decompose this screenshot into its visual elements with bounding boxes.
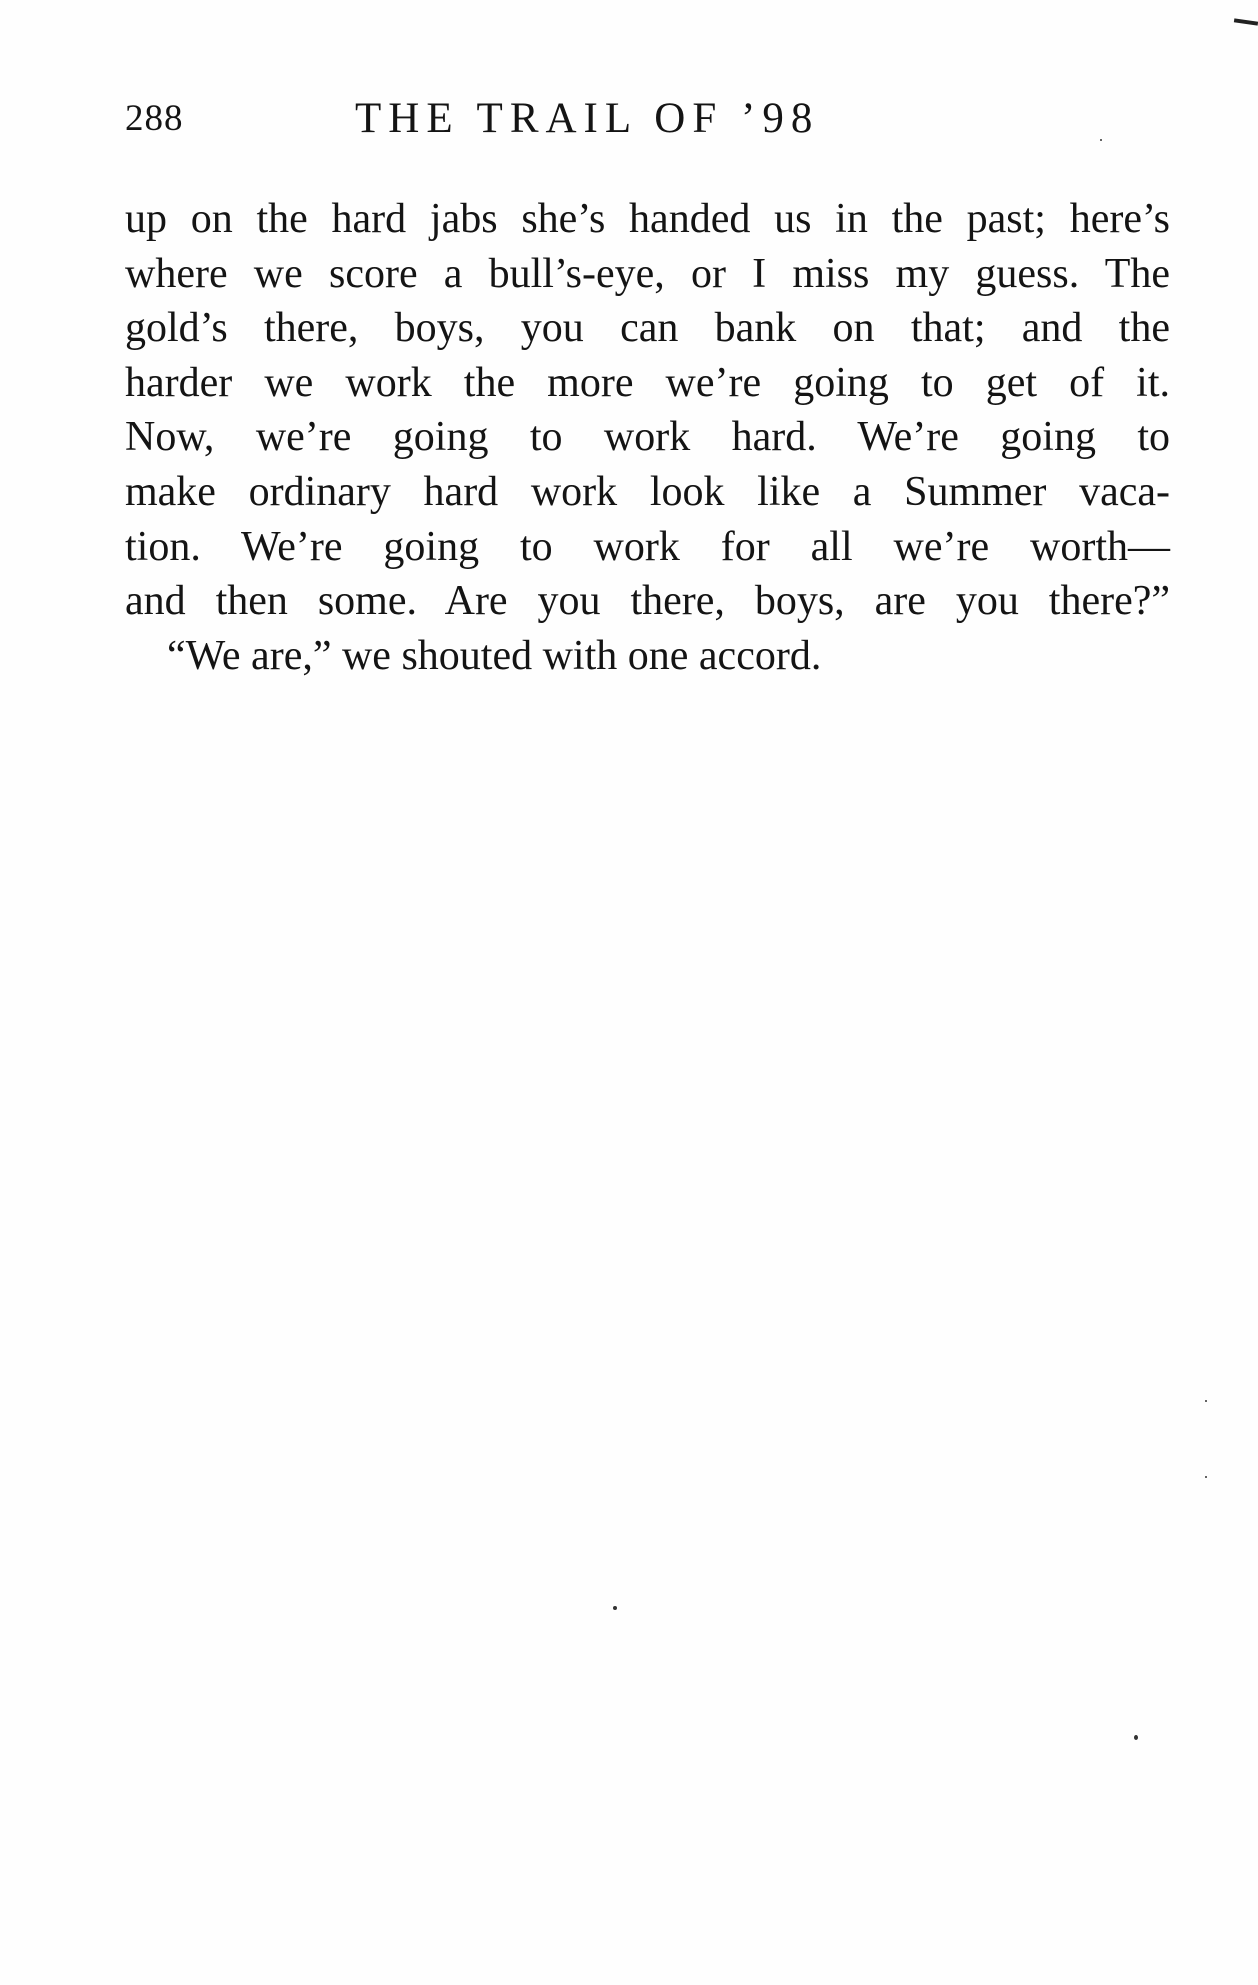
- text-line: gold’s there, boys, you can bank on that; and the: [125, 305, 1170, 352]
- scan-speck: [1134, 1735, 1138, 1740]
- text-line: “We are,” we shouted with one accord.: [167, 632, 822, 679]
- text-line: make ordinary hard work look like a Summer vaca-: [125, 468, 1170, 515]
- text-line: Now, we’re going to work hard. We’re going to: [125, 414, 1170, 461]
- scan-speck: [1100, 139, 1102, 141]
- text-line: and then some. Are you there, boys, are you there?”: [125, 578, 1170, 625]
- page-number: 288: [125, 98, 184, 139]
- text-line: where we score a bull’s-eye, or I miss my guess. The: [125, 250, 1170, 297]
- text-line: harder we work the more we’re going to get of it.: [125, 359, 1170, 406]
- running-head: [125, 96, 1175, 156]
- scan-speck: [613, 1606, 617, 1610]
- scan-speck: [1205, 1400, 1207, 1402]
- text-line: tion. We’re going to work for all we’re worth—: [125, 523, 1170, 570]
- running-title: THE TRAIL OF ’98: [355, 95, 820, 142]
- text-line: up on the hard jabs she’s handed us in the past; here’s: [125, 196, 1170, 242]
- scan-speck: [1205, 1476, 1207, 1478]
- body-text: [125, 192, 1170, 683]
- scan-edge-mark: [1234, 18, 1258, 25]
